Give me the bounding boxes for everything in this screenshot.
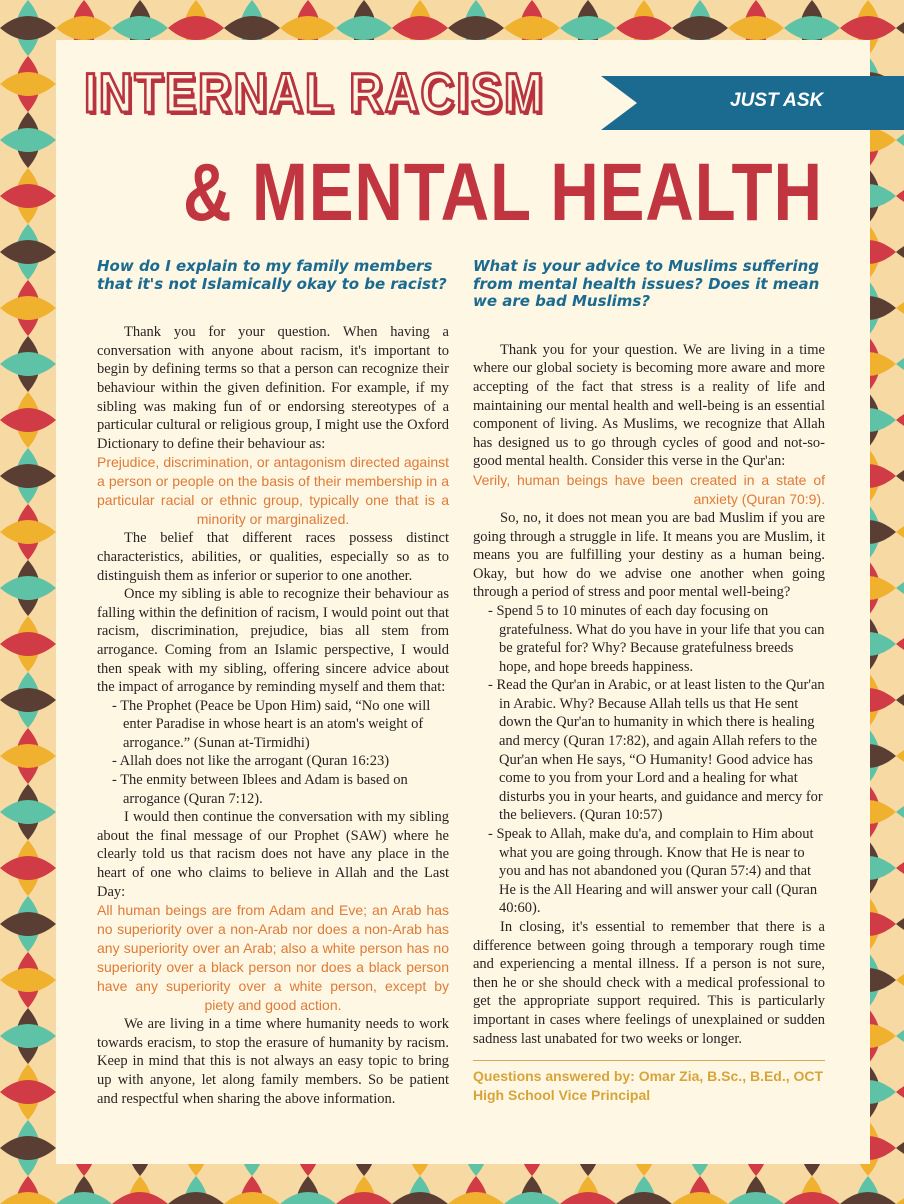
pattern-leaf (504, 1192, 560, 1204)
answered-by: Questions answered by: Omar Zia, B.Sc., B.Ed., OCT (473, 1068, 824, 1085)
pattern-leaf (0, 856, 56, 880)
pattern-leaf (896, 800, 904, 824)
pattern-leaf (896, 128, 904, 152)
pattern-leaf (896, 576, 904, 600)
pattern-leaf (504, 16, 560, 40)
pattern-leaf (224, 16, 280, 40)
pattern-leaf (896, 464, 904, 488)
pattern-leaf (0, 800, 56, 824)
pattern-leaf (672, 1192, 728, 1204)
pattern-leaf (896, 352, 904, 376)
pattern-leaf (840, 1192, 896, 1204)
pattern-leaf (56, 1192, 112, 1204)
pattern-leaf (896, 1192, 904, 1204)
answer-paragraph: Thank you for your question. We are living in a time where our global society is becoming more aware and more accepting of the fact that stress is a reality of life and maintaining our mental health and well-being is an essential component of living. As Muslims, we recognize that Allah has designed us to go through cycles of good and not-so-good mental health. Consider this verse in the Qur'an: (473, 341, 825, 470)
pattern-leaf (560, 16, 616, 40)
pattern-leaf (392, 16, 448, 40)
pattern-leaf (0, 408, 56, 432)
pattern-leaf (616, 1192, 672, 1204)
pattern-leaf (0, 184, 56, 208)
pattern-leaf (280, 1192, 336, 1204)
pattern-leaf (0, 296, 56, 320)
pattern-leaf (672, 16, 728, 40)
answer-paragraph: I would then continue the conversation with my sibling about the final message of our Prophet (SAW) where he clearly told us that racism does not have any place in the heart of one who claims to believe in Allah and the Last Day: (97, 809, 449, 900)
list-item: - Spend 5 to 10 minutes of each day focusing on gratefulness. What do you have in your life that you can be grateful for? Why? Because gratefulness breeds hope, and hope breeds happiness. (473, 602, 825, 676)
pattern-leaf (336, 1192, 392, 1204)
headline-internal-racism: INTERNAL RACISM (84, 61, 545, 124)
pattern-leaf (896, 184, 904, 208)
pattern-leaf (56, 16, 112, 40)
list-item: - Read the Qur'an in Arabic, or at least listen to the Qur'an in Arabic. Why? Because Allah tells us that He sent down the Qur'an to humanity in which there is healing and mercy (Quran 17:82), and again Allah refers to the Qur'an when He says, “O Humanity! Good advice has come to you from your Lord and a healing for what disturbs you in your hearts, and guidance and mercy for the believers. (Quran 10:57) (473, 676, 825, 825)
pattern-leaf (728, 1192, 784, 1204)
pattern-leaf (896, 912, 904, 936)
pattern-leaf (616, 16, 672, 40)
question-racism: How do I explain to my family members that it's not Islamically okay to be racist? (97, 257, 447, 293)
sermon-quote: All human beings are from Adam and Eve; an Arab has no superiority over a non-Arab nor does a non-Arab has any superiority over an Arab; also a white person has no superiority over a black person nor does a black person have any superiority over a white person, except by piety and good action. (97, 902, 449, 1014)
pattern-leaf (896, 1024, 904, 1048)
definition-quote: Prejudice, discrimination, or antagonism directed against a person or people on the basis of their membership in a particular racial or ethnic group, typically one that is a minority or marginalized. (97, 454, 449, 528)
answer-paragraph: Thank you for your question. When having a conversation with anyone about racism, it's important to begin by defining terms so that a person can recognize their behaviour within the given definition. For example, if my sibling was making fun of or endorsing stereotypes of a particular cultural or religious group, I might use the Oxford Dictionary to define their behaviour as: (97, 324, 449, 452)
pattern-leaf (896, 632, 904, 656)
pattern-leaf (896, 688, 904, 712)
pattern-leaf (896, 968, 904, 992)
pattern-leaf (392, 1192, 448, 1204)
pattern-leaf (896, 1080, 904, 1104)
pattern-leaf (280, 16, 336, 40)
pattern-leaf (0, 912, 56, 936)
headline-mental-health: & MENTAL HEALTH (183, 147, 823, 238)
pattern-leaf (0, 72, 56, 96)
answered-role: High School Vice Principal (473, 1087, 651, 1104)
pattern-leaf (0, 632, 56, 656)
pattern-leaf (840, 16, 896, 40)
pattern-leaf (896, 296, 904, 320)
pattern-leaf (0, 464, 56, 488)
pattern-leaf (896, 16, 904, 40)
pattern-leaf (0, 744, 56, 768)
pattern-leaf (168, 16, 224, 40)
question-mental-health: What is your advice to Muslims suffering from mental health issues? Does it mean we are bad Muslims? (473, 257, 820, 311)
pattern-leaf (0, 576, 56, 600)
answer-paragraph: In closing, it's essential to remember that there is a difference between going through a temporary rough time and experiencing a mental illness. If a person is not sure, then he or she should check with a medical professional to get the appropriate support required. This is particularly important in cases where feelings of unexplained or sudden sadness last unabated for two weeks or longer. (473, 919, 825, 1047)
pattern-leaf (0, 16, 56, 40)
answer-paragraph: So, no, it does not mean you are bad Muslim if you are going through a struggle in life. It means you are Muslim, it means you are fulfilling your destiny as a human being. Okay, but how do we advise one another when going through a period of stress and poor mental well-being? (473, 509, 825, 601)
pattern-leaf (0, 1024, 56, 1048)
pattern-leaf (0, 352, 56, 376)
pattern-leaf (0, 1192, 56, 1204)
pattern-leaf (0, 968, 56, 992)
pattern-leaf (168, 1192, 224, 1204)
pattern-leaf (0, 128, 56, 152)
verse-quote: Verily, human beings have been created in a state of anxiety (Quran 70:9). (473, 471, 825, 507)
pattern-leaf (0, 240, 56, 264)
pattern-leaf (448, 16, 504, 40)
pattern-leaf (896, 520, 904, 544)
pattern-leaf (224, 1192, 280, 1204)
right-column (473, 258, 825, 1105)
pattern-leaf (728, 16, 784, 40)
pattern-leaf (896, 744, 904, 768)
list-item: - Speak to Allah, make du'a, and complain to Him about what you are going through. Know that He is near to you and has not abandoned you (Quran 57:4) and that He is the All Hearing and will answer your call (Quran 40:60). (473, 825, 825, 918)
list-item: - The Prophet (Peace be Upon Him) said, “No one will enter Paradise in whose heart is an atom's weight of arrogance.” (Sunan at-Tirmidhi) (97, 697, 449, 753)
pattern-leaf (448, 1192, 504, 1204)
pattern-leaf (0, 1080, 56, 1104)
left-column (97, 258, 449, 1108)
pattern-leaf (0, 688, 56, 712)
pattern-leaf (896, 240, 904, 264)
advice-list (473, 602, 825, 918)
answer-paragraph: We are living in a time where humanity needs to work towards eracism, to stop the erasure of humanity by racism. Keep in mind that this is not always an easy topic to bring up with anyone, let along family members. So be patient and respectful when sharing the above information. (97, 1016, 449, 1107)
pattern-leaf (112, 1192, 168, 1204)
pattern-leaf (336, 16, 392, 40)
pattern-leaf (0, 1136, 56, 1160)
pattern-leaf (0, 520, 56, 544)
list-item: - Allah does not like the arrogant (Quran 16:23) (97, 752, 449, 771)
pattern-leaf (784, 1192, 840, 1204)
credit-divider (473, 1060, 825, 1061)
list-item: - The enmity between Iblees and Adam is based on arrogance (Quran 7:12). (97, 771, 449, 808)
answer-paragraph: Once my sibling is able to recognize their behaviour as falling within the definition of racism, I would point out that racism, discrimination, prejudice, bias all stem from arrogance. Coming from an Islamic perspective, I would then speak with my sibling, offering sincere advice about the impact of arrogance by reminding myself and them that: (97, 586, 449, 696)
section-label: JUST ASK (730, 90, 824, 111)
pattern-leaf (784, 16, 840, 40)
pattern-leaf (560, 1192, 616, 1204)
answer-paragraph: The belief that different races possess distinct characteristics, abilities, or qualities, especially so as to distinguish them as inferior or superior to one another. (97, 530, 449, 584)
arrogance-list (97, 697, 449, 809)
pattern-leaf (896, 408, 904, 432)
pattern-leaf (896, 1136, 904, 1160)
pattern-leaf (112, 16, 168, 40)
pattern-leaf (896, 856, 904, 880)
